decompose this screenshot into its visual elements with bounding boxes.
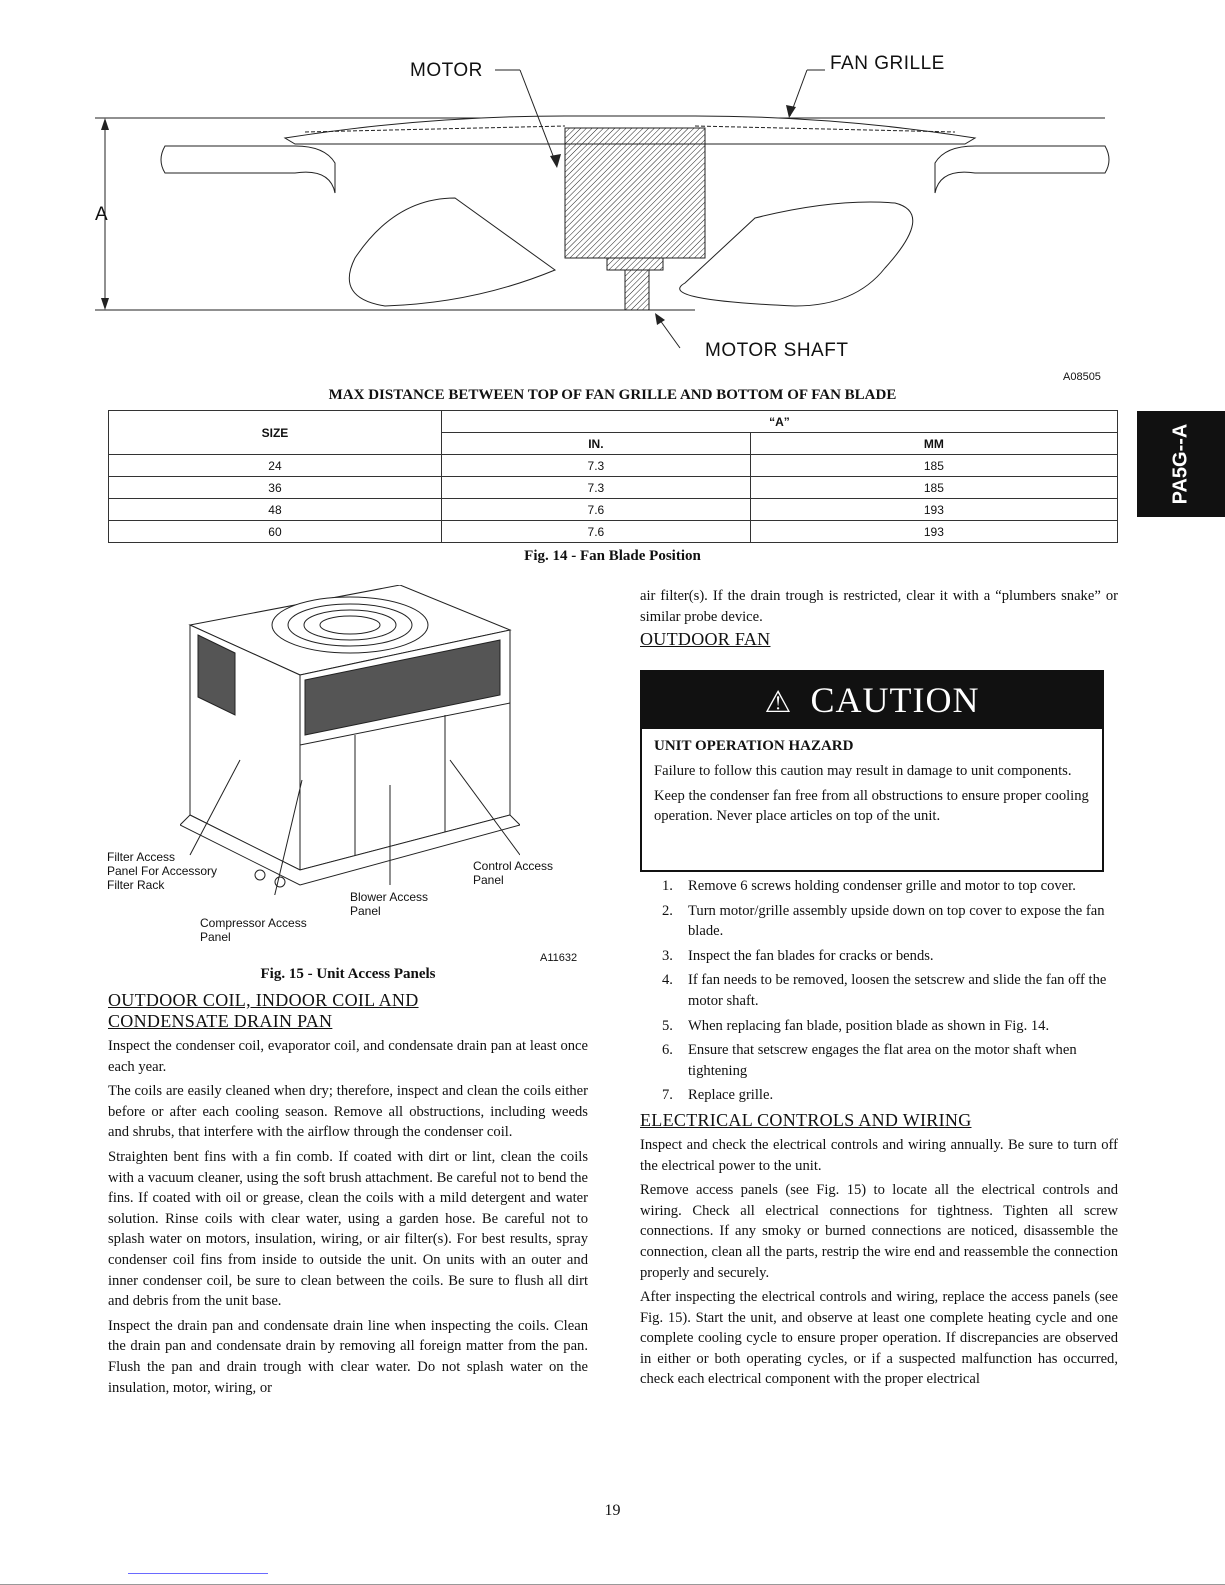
list-item bbox=[640, 1016, 1118, 1037]
list-item bbox=[640, 876, 1118, 897]
cell-in: 7.6 bbox=[441, 499, 750, 521]
caution-title: CAUTION bbox=[810, 680, 980, 720]
step-number: 3. bbox=[662, 947, 673, 964]
cell-mm: 185 bbox=[750, 455, 1117, 477]
fig15-caption: Fig. 15 - Unit Access Panels bbox=[260, 966, 436, 982]
blower-label-line2: Panel bbox=[350, 904, 381, 918]
side-tab-label: PA5G--A bbox=[1169, 423, 1192, 505]
cell-mm: 185 bbox=[750, 477, 1117, 499]
step-number: 1. bbox=[662, 878, 673, 894]
fan-blade-diagram bbox=[95, 48, 1125, 378]
side-tab bbox=[1137, 411, 1225, 517]
list-item bbox=[640, 970, 1118, 1011]
caution-subhead: UNIT OPERATION HAZARD bbox=[654, 738, 854, 754]
caution-para-2: Keep the condenser fan free from all obstructions to ensure proper cooling operation. Never place articles on top of the unit. bbox=[654, 787, 1089, 825]
section-heading-electrical: ELECTRICAL CONTROLS AND WIRING bbox=[640, 1109, 972, 1130]
step-number: 6. bbox=[662, 1042, 673, 1059]
list-item bbox=[640, 1085, 1118, 1106]
electrical-para-3: After inspecting the electrical controls and wiring, replace the access panels (see Fig. 15). Start the unit, and observe at least one complete heating cycle and one complete cooling cycle to ensure proper operation. If discrepancies are observed in either or both operating cycles, or if a suspected malfunction has occurred, check each electrical component with the proper electrical bbox=[640, 1289, 1118, 1388]
fig14-code: A08505 bbox=[1063, 371, 1101, 383]
cell-mm: 193 bbox=[750, 499, 1117, 521]
filter-label-line1: Filter Access bbox=[107, 850, 176, 864]
coil-para-2: The coils are easily cleaned when dry; therefore, inspect and clean the coils either before or after each cooling season. Remove all obstructions, including weeds and shrubs, that interfere with the airflow through the condenser coil. bbox=[108, 1083, 588, 1141]
cell-size: 48 bbox=[109, 499, 442, 521]
compressor-access-label bbox=[200, 916, 307, 944]
compressor-label-line1: Compressor Access bbox=[200, 916, 307, 930]
blower-access-label bbox=[350, 890, 428, 918]
step-text: Turn motor/grille assembly upside down on top cover to expose the fan blade. bbox=[688, 902, 1105, 940]
warning-icon: ⚠ bbox=[764, 686, 793, 719]
caution-para-1: Failure to follow this caution may result in damage to unit components. bbox=[654, 763, 1072, 779]
table-row bbox=[109, 455, 1118, 477]
cell-in: 7.3 bbox=[441, 477, 750, 499]
table-row bbox=[109, 499, 1118, 521]
page-number: 19 bbox=[604, 1502, 621, 1519]
table-title: MAX DISTANCE BETWEEN TOP OF FAN GRILLE AND BOTTOM OF FAN BLADE bbox=[328, 387, 897, 403]
step-number: 7. bbox=[662, 1087, 673, 1104]
filter-label-line2: Panel For Accessory bbox=[107, 864, 218, 878]
fan-distance-table bbox=[108, 410, 1118, 543]
coil-para-4: Inspect the drain pan and condensate drain line when inspecting the coils. Clean the drain pan and condensate drain by removing all foreign matter from the pan. Flush the pan and drain trough with clear water. Do not splash water on the insulation, motor, wiring, or bbox=[108, 1317, 588, 1396]
col-a-group: “A” bbox=[441, 411, 1117, 433]
motor-label: MOTOR bbox=[410, 60, 483, 81]
coil-para-1: Inspect the condenser coil, evaporator coil, and condensate drain pan at least once each year. bbox=[108, 1038, 588, 1075]
compressor-label-line2: Panel bbox=[200, 930, 231, 944]
control-label-line2: Panel bbox=[473, 873, 504, 887]
step-text: If fan needs to be removed, loosen the setscrew and slide the fan off the motor shaft. bbox=[688, 972, 1107, 1009]
control-access-label bbox=[473, 859, 553, 887]
electrical-para-2: Remove access panels (see Fig. 15) to locate all the electrical controls and wiring. Check all electrical connections for tightness. Tighten all screw connections. If any smoky or burned connections are noticed, disassemble the connection, clean all the parts, restrip the wire end and reassemble the connection properly and securely. bbox=[640, 1182, 1118, 1281]
section-heading-coil-2: CONDENSATE DRAIN PAN bbox=[108, 1011, 333, 1031]
unit-access-panels-diagram bbox=[180, 585, 520, 895]
cell-size: 60 bbox=[109, 521, 442, 543]
fig15-code: A11632 bbox=[540, 952, 578, 964]
right-column-bottom bbox=[640, 876, 1118, 1390]
caution-content bbox=[654, 732, 1090, 827]
caution-banner bbox=[642, 672, 1102, 729]
caution-box bbox=[640, 670, 1104, 872]
section-heading-coil-1: OUTDOOR COIL, INDOOR COIL AND bbox=[108, 990, 419, 1010]
fig14-caption: Fig. 14 - Fan Blade Position bbox=[524, 548, 701, 564]
table-row bbox=[109, 477, 1118, 499]
cell-in: 7.6 bbox=[441, 521, 750, 543]
fan-steps-list bbox=[640, 876, 1118, 1106]
electrical-para-1: Inspect and check the electrical controls and wiring annually. Be sure to turn off the electrical power to the unit. bbox=[640, 1136, 1118, 1174]
filter-label-line3: Filter Rack bbox=[107, 878, 165, 892]
bottom-link-line bbox=[128, 1573, 268, 1574]
step-text: Inspect the fan blades for cracks or bends. bbox=[688, 947, 934, 964]
list-item bbox=[640, 946, 1118, 967]
table-row bbox=[109, 521, 1118, 543]
col-mm: MM bbox=[750, 433, 1117, 455]
step-text: Ensure that setscrew engages the flat area on the motor shaft when tightening bbox=[688, 1042, 1077, 1079]
step-text: When replacing fan blade, position blade as shown in Fig. 14. bbox=[688, 1017, 1050, 1034]
coil-para-3: Straighten bent fins with a fin comb. If coated with dirt or lint, clean the coils with a vacuum cleaner, using the soft brush attachment. Be careful not to bend the fins. If coated with oil or grease, clean the coils with a mild detergent and water solution. Rinse coils with clear water, using a garden hose. Be careful not to splash water on motors, insulation, wiring, or air filter(s). For best results, spray condenser coil fins from inside to outside the unit. On units with an outer and inner condenser coil, be sure to clean between the coils. Be sure to flush all dirt and debris from the unit base. bbox=[108, 1148, 588, 1310]
step-text: Remove 6 screws holding condenser grille and motor to top cover. bbox=[688, 878, 1076, 894]
list-item bbox=[640, 901, 1118, 942]
drain-para: air filter(s). If the drain trough is restricted, clear it with a “plumbers snake” or similar probe device. bbox=[640, 588, 1118, 625]
section-heading-fan: OUTDOOR FAN bbox=[640, 629, 771, 650]
step-text: Replace grille. bbox=[688, 1087, 774, 1104]
blower-label-line1: Blower Access bbox=[350, 890, 429, 904]
left-column bbox=[108, 990, 588, 1398]
step-number: 4. bbox=[662, 972, 673, 989]
list-item bbox=[640, 1040, 1118, 1081]
right-column-top bbox=[640, 586, 1118, 650]
dimension-a-label: A bbox=[95, 204, 109, 225]
control-label-line1: Control Access bbox=[473, 859, 554, 873]
cell-size: 36 bbox=[109, 477, 442, 499]
filter-access-label bbox=[107, 850, 217, 892]
fan-grille-label: FAN GRILLE bbox=[830, 53, 945, 74]
cell-size: 24 bbox=[109, 455, 442, 477]
col-in: IN. bbox=[441, 433, 750, 455]
cell-in: 7.3 bbox=[441, 455, 750, 477]
col-size: SIZE bbox=[109, 411, 442, 455]
step-number: 2. bbox=[662, 902, 673, 919]
cell-mm: 193 bbox=[750, 521, 1117, 543]
motor-shaft-label: MOTOR SHAFT bbox=[705, 340, 849, 361]
step-number: 5. bbox=[662, 1017, 673, 1034]
